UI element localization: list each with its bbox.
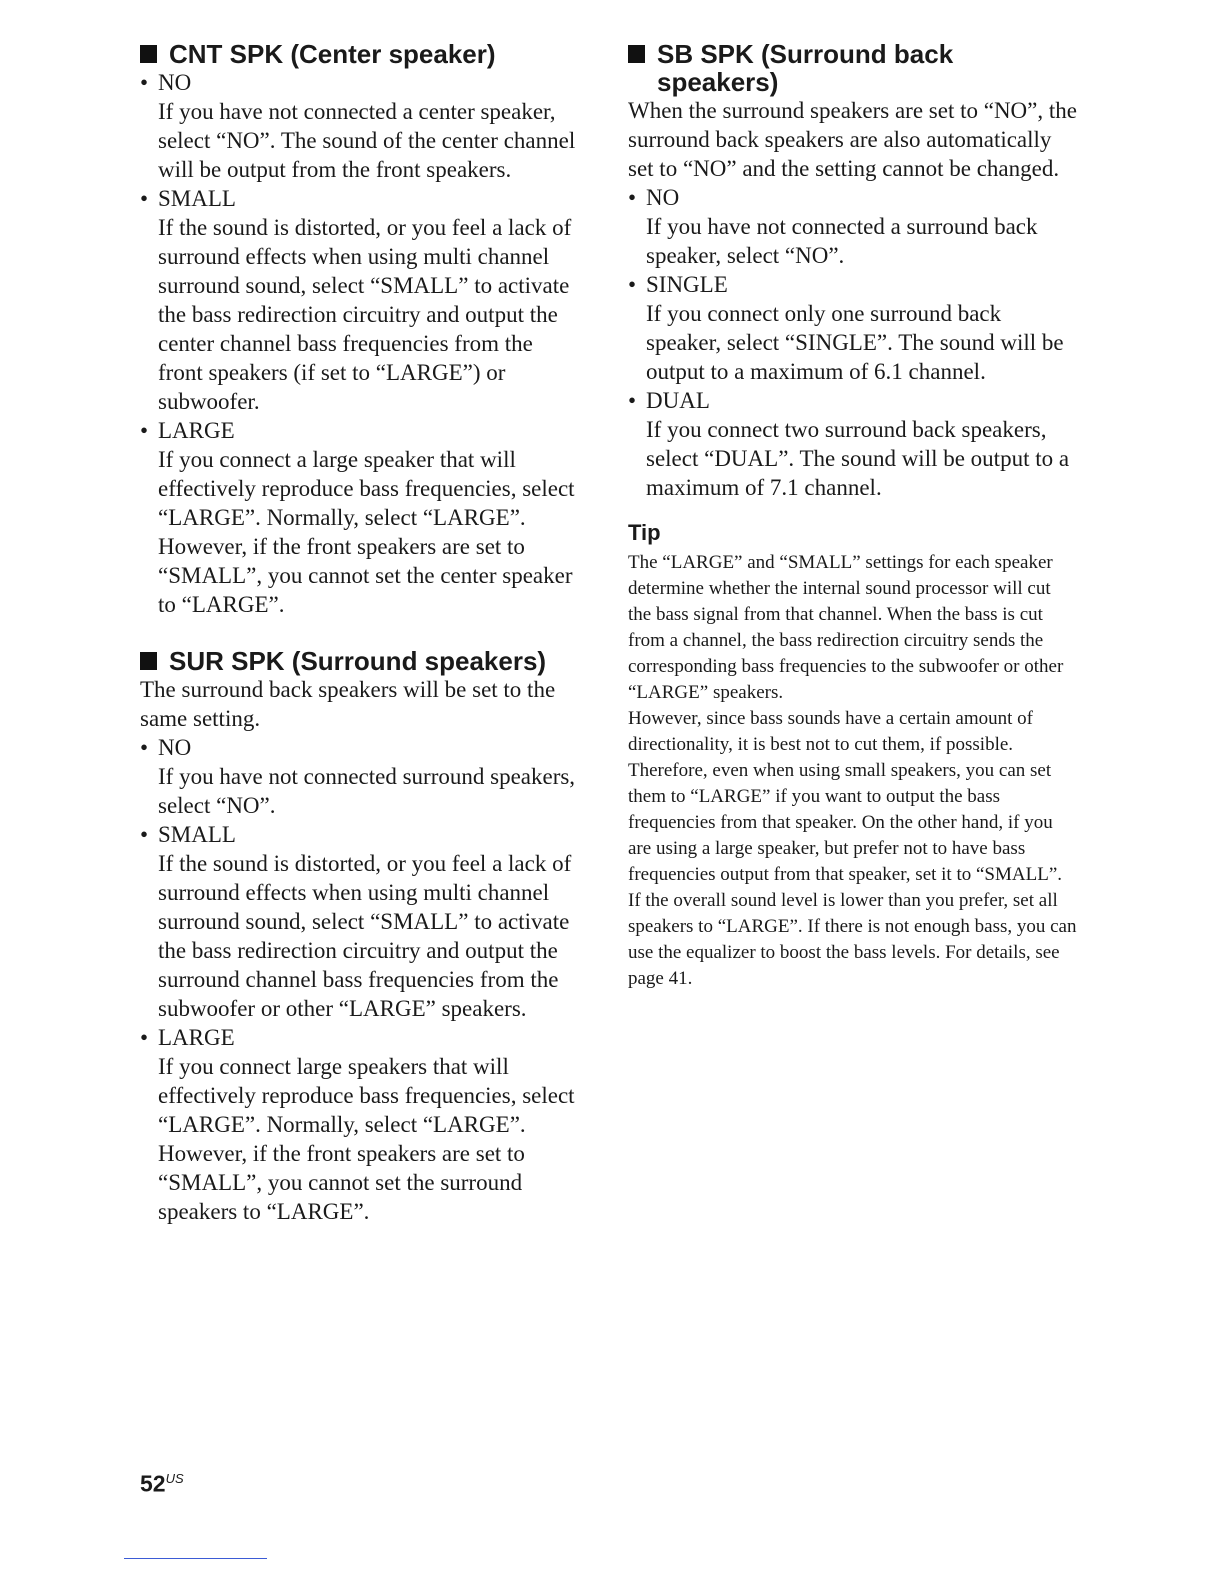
section-square-icon	[628, 45, 645, 63]
section-square-icon	[140, 652, 157, 670]
tip-heading: Tip	[628, 520, 661, 545]
option-description: If you connect two surround back speakers, select “DUAL”. The sound will be output to a maximum of 7.1 channel.	[646, 417, 1070, 500]
option-description: If the sound is distorted, or you feel a lack of surround effects when using multi channel surround sound, select “SMALL” to activate the bass redirection circuitry and output the surround channel bass frequencies from the subwoofer or other “LARGE” speakers.	[158, 851, 572, 1021]
option-label: NO	[646, 185, 680, 210]
option-label: NO	[158, 70, 192, 95]
option-label: NO	[158, 735, 192, 760]
sur-intro: The surround back speakers will be set to the same setting.	[140, 677, 556, 731]
bullet-icon: •	[140, 1025, 149, 1050]
sb-option-dual	[628, 386, 1078, 502]
sb-spk-heading: SB SPK (Surround back speakers)	[628, 40, 1078, 96]
option-label: SINGLE	[646, 272, 728, 297]
sur-option-no	[140, 733, 580, 820]
option-description: If you have not connected surround speakers, select “NO”.	[158, 764, 576, 818]
page-number: $52^{US}$	[140, 1470, 184, 1497]
sb-intro: When the surround speakers are set to “NO”, the surround back speakers are also automatically set to “NO” and the setting cannot be changed.	[628, 98, 1077, 181]
sur-option-small	[140, 820, 580, 1023]
option-label: DUAL	[646, 388, 710, 413]
option-label: SMALL	[158, 822, 236, 847]
page-suffix: US	[165, 1471, 184, 1486]
bullet-icon: •	[628, 272, 637, 297]
cnt-option-large	[140, 416, 580, 619]
sb-option-no	[628, 183, 1078, 270]
option-description: If you have not connected a center speaker, select “NO”. The sound of the center channel will be output from the front speakers.	[158, 99, 576, 182]
bullet-icon: •	[140, 822, 149, 847]
option-label: SMALL	[158, 186, 236, 211]
cnt-option-no	[140, 68, 580, 184]
right-column	[628, 40, 1078, 992]
option-description: If you connect only one surround back speaker, select “SINGLE”. The sound will be output to a maximum of 6.1 channel.	[646, 301, 1064, 384]
option-label: LARGE	[158, 418, 235, 443]
option-label: LARGE	[158, 1025, 235, 1050]
bullet-icon: •	[628, 185, 637, 210]
left-column	[140, 40, 580, 1226]
bullet-icon: •	[628, 388, 637, 413]
sur-spk-heading: SUR SPK (Surround speakers)	[140, 647, 580, 675]
option-description: If you have not connected a surround back speaker, select “NO”.	[646, 214, 1038, 268]
tip-paragraph: If the overall sound level is lower than you prefer, set all speakers to “LARGE”. If there is not enough bass, you can use the equalizer to boost the bass levels. For details, see page 41.	[628, 890, 1077, 989]
tip-paragraph: The “LARGE” and “SMALL” settings for each speaker determine whether the internal sound processor will cut the bass signal from that channel. When the bass is cut from a channel, the bass redirection circuitry sends the corresponding bass frequencies to the subwoofer or other “LARGE” speakers.	[628, 552, 1064, 703]
option-description: If you connect a large speaker that will effectively reproduce bass frequencies, select “LARGE”. Normally, select “LARGE”. However, if the front speakers are set to “SMALL”, you cannot set the center speaker to “LARGE”.	[158, 447, 575, 617]
bullet-icon: •	[140, 70, 149, 95]
sur-option-large	[140, 1023, 580, 1226]
cnt-spk-heading: CNT SPK (Center speaker)	[140, 40, 580, 68]
cnt-option-small	[140, 184, 580, 416]
bullet-icon: •	[140, 735, 149, 760]
bottom-rule	[124, 1558, 267, 1559]
bullet-icon: •	[140, 418, 149, 443]
section-square-icon	[140, 45, 157, 63]
option-description: If you connect large speakers that will effectively reproduce bass frequencies, select “LARGE”. Normally, select “LARGE”. However, if the front speakers are set to “SMALL”, you cannot set the surround speakers to “LARGE”.	[158, 1054, 575, 1224]
sb-option-single	[628, 270, 1078, 386]
bullet-icon: •	[140, 186, 149, 211]
tip-paragraph: However, since bass sounds have a certain amount of directionality, it is best not to cut them, if possible. Therefore, even when using small speakers, you can set them to “LARGE” if you want to output the bass frequencies from that speaker. On the other hand, if you are using a large speaker, but prefer not to have bass frequencies output from that speaker, set it to “SMALL”.	[628, 708, 1063, 885]
option-description: If the sound is distorted, or you feel a lack of surround effects when using multi channel surround sound, select “SMALL” to activate the bass redirection circuitry and output the center channel bass frequencies from the front speakers (if set to “LARGE”) or subwoofer.	[158, 215, 572, 414]
